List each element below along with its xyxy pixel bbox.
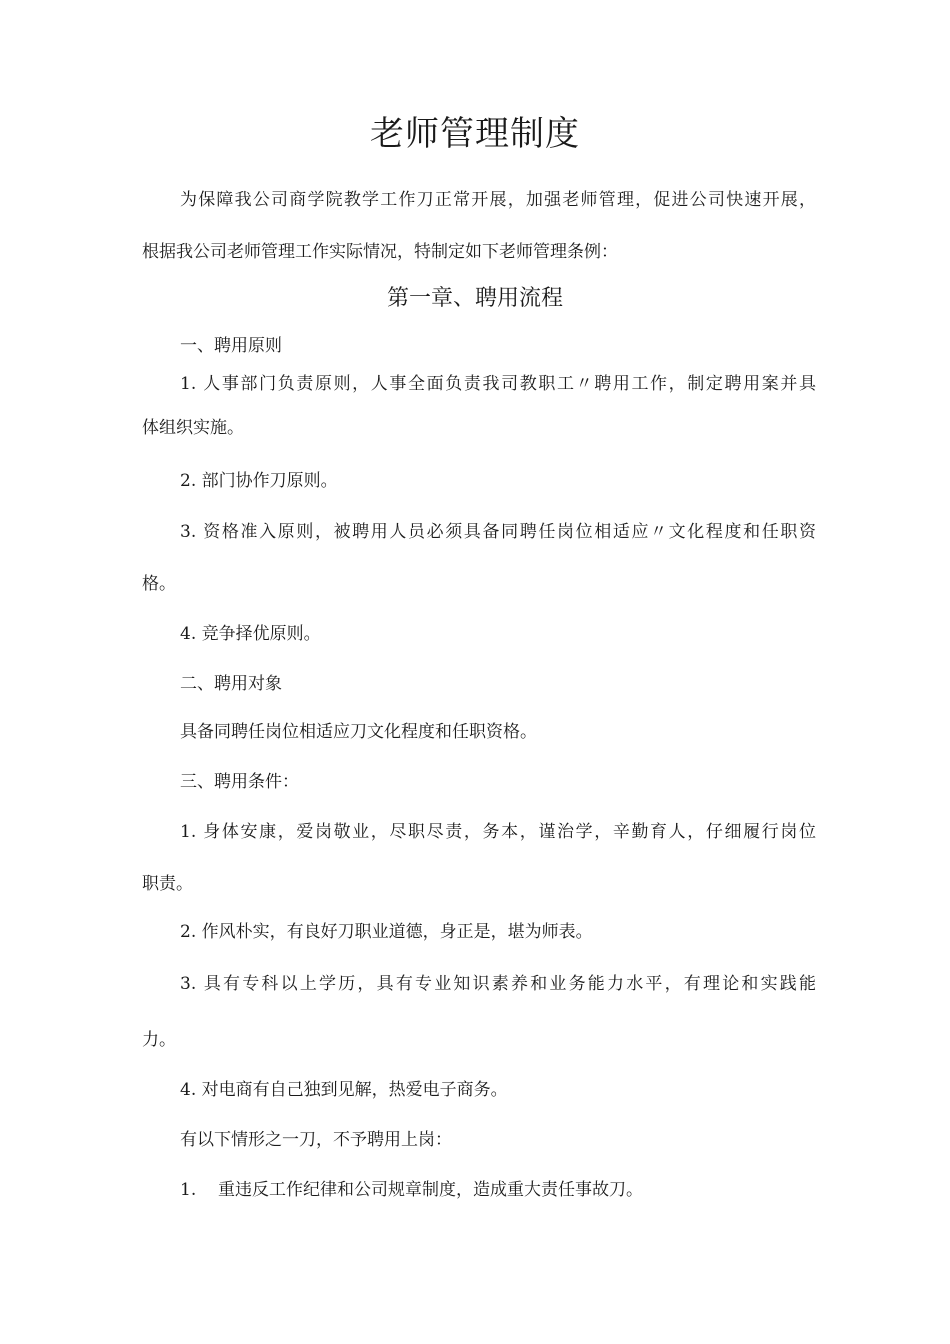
principle-item-2: 2. 部门协作刀原则。 <box>180 471 338 491</box>
principle-item-3-line-1: 3. 资格准入原则，被聘用人员必须具备同聘任岗位相适应〃文化程度和任职资 <box>180 522 816 542</box>
condition-item-2: 2. 作风朴实，有良好刀职业道德，身正是，堪为师表。 <box>180 922 593 942</box>
exclusion-item-1-text: 重违反工作纪律和公司规章制度，造成重大责任事故刀。 <box>218 1180 643 1200</box>
principle-item-1-line-2: 体组织实施。 <box>142 418 244 438</box>
document-title: 老师管理制度 <box>370 114 580 154</box>
chapter-title: 第一章、聘用流程 <box>386 286 563 311</box>
section-heading-targets: 二、聘用对象 <box>180 674 282 694</box>
condition-item-3-line-2: 力。 <box>142 1030 176 1050</box>
section-heading-principles: 一、聘用原则 <box>180 336 282 356</box>
principle-item-1-line-1: 1. 人事部门负责原则，人事全面负责我司教职工〃聘用工作，制定聘用案并具 <box>180 374 816 394</box>
principle-item-4: 4. 竞争择优原则。 <box>180 624 321 644</box>
section-heading-conditions: 三、聘用条件： <box>180 772 299 792</box>
exclusion-item-1-number: 1. <box>180 1180 197 1200</box>
targets-text: 具备同聘任岗位相适应刀文化程度和任职资格。 <box>180 722 537 742</box>
condition-item-3-line-1: 3. 具有专科以上学历，具有专业知识素养和业务能力水平，有理论和实践能 <box>180 974 816 994</box>
condition-item-4: 4. 对电商有自己独到见解，热爱电子商务。 <box>180 1080 508 1100</box>
exclusions-heading: 有以下情形之一刀，不予聘用上岗： <box>180 1130 452 1150</box>
principle-item-3-line-2: 格。 <box>142 574 176 594</box>
intro-line-2: 根据我公司老师管理工作实际情况，特制定如下老师管理条例： <box>142 242 618 262</box>
intro-line-1: 为保障我公司商学院教学工作刀正常开展，加强老师管理，促进公司快速开展， <box>180 190 816 210</box>
condition-item-1-line-2: 职责。 <box>142 874 193 894</box>
condition-item-1-line-1: 1. 身体安康，爱岗敬业，尽职尽责，务本，谨治学，辛勤育人，仔细履行岗位 <box>180 822 816 842</box>
exclusion-item-1 <box>180 1178 643 1202</box>
